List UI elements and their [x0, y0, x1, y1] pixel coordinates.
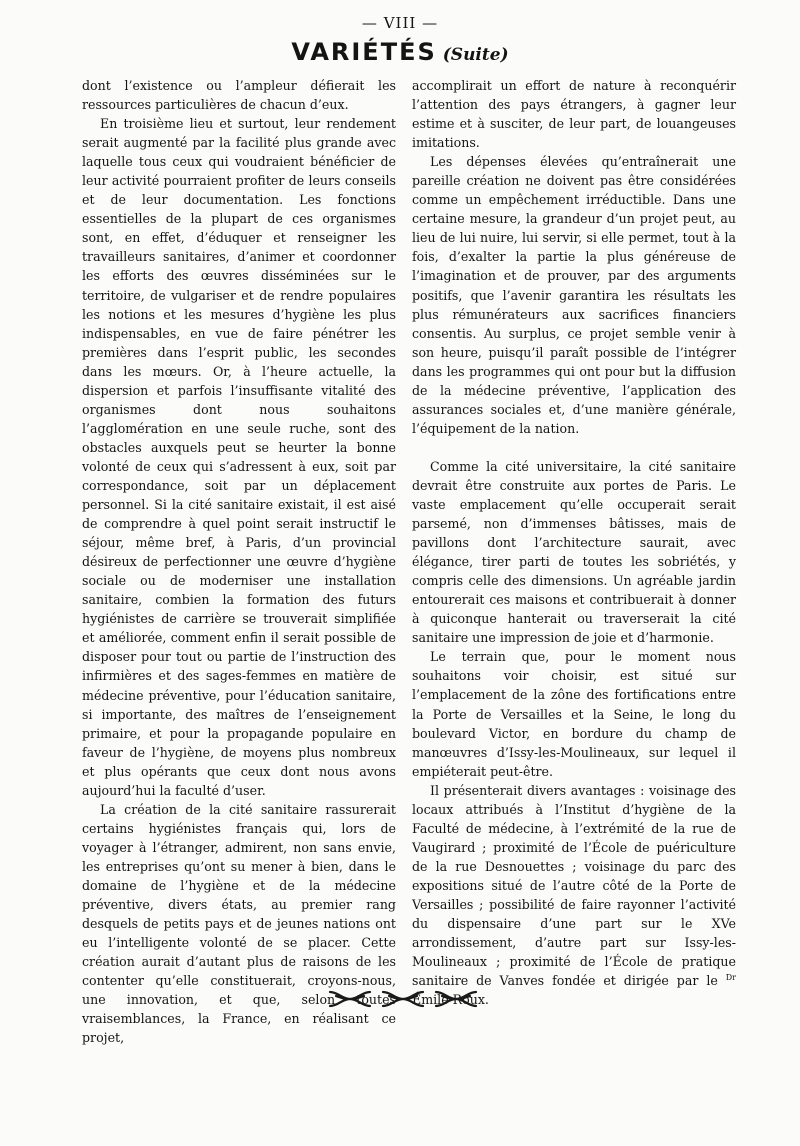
section-subtitle: (Suite) [442, 45, 509, 65]
paragraph: dont l’existence ou l’ampleur défierait les ressources particulières de chacun d’eux. [82, 78, 396, 113]
fleuron-motif [436, 992, 476, 1006]
paragraph-end: Émile Roux. [412, 992, 489, 1008]
paragraph: accomplirait un effort de nature à reconquérir l’attention des pays étrangers, à gagner leur estime et à susciter, de leur part, de louangeuses imitations. [412, 78, 736, 151]
left-column [82, 76, 396, 1047]
title-abbrev: Dr [725, 972, 736, 982]
right-column [412, 76, 736, 1009]
fleuron-icon [318, 984, 488, 1014]
section-heading [0, 38, 800, 66]
paragraph: Le terrain que, pour le moment nous souhaitons voir choisir, est situé sur l’emplacement de la zône des fortifications entre la Porte de Versailles et la Seine, le long du boulevard Victor, en bordure du champ de manœuvres d’Issy-les-Moulineaux, sur lequel il empiéterait peut-être. [412, 649, 736, 779]
fleuron-motif [383, 992, 423, 1006]
page-number: — VIII — [361, 14, 439, 32]
paragraph [412, 781, 736, 1010]
paragraph-text: Il présenterait divers avantages : voisinage des locaux attribués à l’Institut d’hygiène de la Faculté de médecine, à l’extrémité de la rue de Vaugirard ; proximité de l’École de puériculture de la rue Desnouettes ; voisinage du parc des expositions situé de l’autre côté de la Porte de Versailles ; possibilité de faire rayonner l’activité du dispensaire d’une part sur le XVe arrondissement, d’autre part sur Issy-les-Moulineaux ; proximité de l’École de pratique sanitaire de Vanves fondée et dirigée par le [412, 782, 736, 989]
paragraph: La création de la cité sanitaire rassurerait certains hygiénistes français qui, lors de voyager à l’étranger, admirent, non sans envie, les entreprises qu’ont su mener à bien, dans le domaine de l’hygiène et de la médecine préventive, divers états, au premier rang desquels de petits pays et de jeunes nations ont eu l’intelligente volonté de se placer. Cette création aurait d’autant plus de raisons de les contenter qu’elle constituerait, croyons-nous, une innovation, et que, selon toutes vraisemblances, la France, en réalisant ce projet, [82, 801, 396, 1046]
paragraph: En troisième lieu et surtout, leur rendement serait augmenté par la facilité plus grande avec laquelle tous ceux qui voudraient bénéficier de leur activité pourraient profiter de leurs conseils et de leur documentation. Les fonctions essentielles de la plupart de ces organismes sont, en effet, d’éduquer et renseigner les travailleurs sanitaires, d’animer et coordonner les efforts des œuvres disséminées sur le territoire, de vulgariser et de rendre populaires les notions et les mesures d’hygiène les plus indispensables, en vue de faire pénétrer les premières dans l’esprit public, les secondes dans les mœurs. Or, à l’heure actuelle, la dispersion et parfois l’insuffisante vitalité des organismes dont nous souhaitons l’agglomération en une seule ruche, sont des obstacles auxquels peut se heurter la bonne volonté de ceux qui s’adressent à eux, soit par correspondance, soit par un déplacement personnel. Si la cité sanitaire existait, il est aisé de comprendre à quel point serait instructif le séjour, même bref, à Paris, d’un provincial désireux de perfectionner une œuvre d’hygiène sociale ou de moderniser une installation sanitaire, combien la formation des futurs hygiénistes de carrière se trouverait simplifiée et améliorée, comment enfin il serait possible de disposer pour tout ou partie de l’instruction des infirmières et des sages-femmes en matière de médecine préventive, pour l’éducation sanitaire, si importante, des maîtres de l’enseignement primaire, et pour la propagande populaire en faveur de l’hygiène, de moyens plus nombreux et plus opérants que ceux dont nous avons aujourd’hui la faculté d’user. [82, 116, 396, 798]
paragraph: Comme la cité universitaire, la cité sanitaire devrait être construite aux portes de Paris. Le vaste emplacement qu’elle occuperait serait parsemé, non d’immenses bâtisses, mais de pavillons dont l’architecture saurait, avec élégance, tirer parti de toutes les sobriétés, y compris celle des dimensions. Un agréable jardin entourerait ces maisons et contribuerait à donner à quiconque hanterait ou traverserait la cité sanitaire une impression de joie et d’harmonie. [412, 458, 736, 646]
paragraph: Les dépenses élevées qu’entraînerait une pareille création ne doivent pas être considérées comme un empêchement irréductible. Dans une certaine mesure, la grandeur d’un projet peut, au lieu de lui nuire, lui servir, si elle permet, tout à la fois, d’exalter la partie la plus généreuse de l’imagination et de prouver, par des arguments positifs, que l’avenir garantira les résultats les plus rémunérateurs aux sacrifices financiers consentis. Au surplus, ce projet semble venir à son heure, puisqu’il paraît possible de l’intégrer dans les programmes qui ont pour but la diffusion de la médecine préventive, l’application des assurances sociales et, d’une manière générale, l’équipement de la nation. [412, 154, 736, 436]
fleuron-motif [330, 992, 370, 1006]
section-title: VARIÉTÉS [291, 38, 437, 66]
